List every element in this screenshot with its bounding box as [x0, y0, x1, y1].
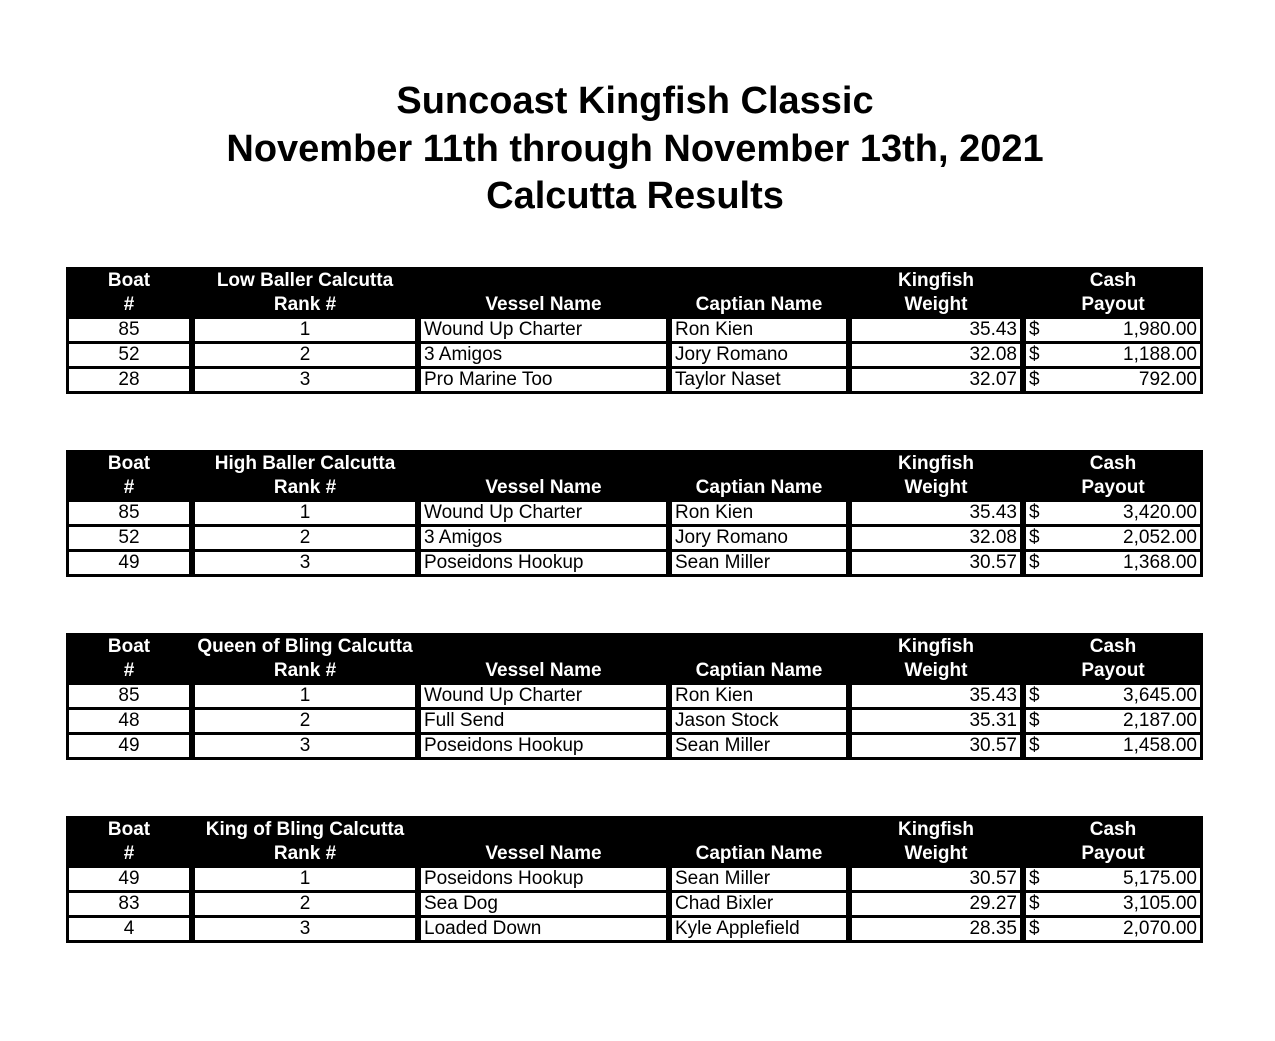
currency-symbol: $ — [1029, 527, 1040, 548]
rank-cell: 1 — [192, 317, 418, 344]
rank-cell: 3 — [192, 369, 418, 394]
currency-symbol: $ — [1029, 344, 1040, 365]
payout-column-header: Cash Payout — [1081, 819, 1145, 864]
vessel-column-header: Vessel Name — [485, 477, 602, 498]
captain-cell: Jory Romano — [669, 527, 849, 552]
vessel-cell: Pro Marine Too — [418, 369, 669, 394]
rank-cell: 2 — [192, 344, 418, 369]
payout-cell — [1023, 683, 1203, 710]
table-header-row — [66, 816, 1203, 866]
vessel-column-header: Vessel Name — [485, 660, 602, 681]
table-row — [66, 344, 1203, 369]
payout-amount: 2,070.00 — [1123, 918, 1197, 939]
captain-cell: Sean Miller — [669, 866, 849, 893]
boat-cell: 83 — [66, 893, 192, 918]
boat-cell: 28 — [66, 369, 192, 394]
payout-cell — [1023, 527, 1203, 552]
payout-cell — [1023, 710, 1203, 735]
payout-cell — [1023, 866, 1203, 893]
boat-cell: 52 — [66, 527, 192, 552]
table-row — [66, 317, 1203, 344]
vessel-cell: Wound Up Charter — [418, 317, 669, 344]
weight-cell: 30.57 — [849, 866, 1023, 893]
payout-cell — [1023, 369, 1203, 394]
weight-cell: 30.57 — [849, 735, 1023, 760]
payout-cell — [1023, 735, 1203, 760]
currency-symbol: $ — [1029, 685, 1040, 706]
captain-cell: Sean Miller — [669, 552, 849, 577]
table-row — [66, 710, 1203, 735]
rank-cell: 3 — [192, 735, 418, 760]
weight-column-header: Kingfish Weight — [898, 270, 974, 315]
boat-cell: 49 — [66, 735, 192, 760]
currency-symbol: $ — [1029, 710, 1040, 731]
payout-amount: 3,105.00 — [1123, 893, 1197, 914]
captain-cell: Ron Kien — [669, 500, 849, 527]
captain-column-header: Captian Name — [695, 660, 823, 681]
currency-symbol: $ — [1029, 918, 1040, 939]
payout-cell — [1023, 918, 1203, 943]
weight-cell: 28.35 — [849, 918, 1023, 943]
captain-column-header: Captian Name — [695, 843, 823, 864]
weight-cell: 35.43 — [849, 500, 1023, 527]
rank-column-header: Low Baller Calcutta Rank # — [216, 270, 394, 315]
captain-column-header: Captian Name — [695, 477, 823, 498]
payout-amount: 3,420.00 — [1123, 502, 1197, 523]
weight-cell: 30.57 — [849, 552, 1023, 577]
captain-cell: Kyle Applefield — [669, 918, 849, 943]
vessel-cell: 3 Amigos — [418, 527, 669, 552]
rank-column-header: Queen of Bling Calcutta Rank # — [197, 636, 413, 681]
vessel-cell: Wound Up Charter — [418, 500, 669, 527]
boat-cell: 4 — [66, 918, 192, 943]
boat-column-header: Boat # — [107, 636, 151, 681]
currency-symbol: $ — [1029, 369, 1040, 390]
boat-column-header: Boat # — [107, 819, 151, 864]
vessel-column-header: Vessel Name — [485, 294, 602, 315]
weight-cell: 32.08 — [849, 344, 1023, 369]
weight-cell: 35.43 — [849, 317, 1023, 344]
captain-cell: Taylor Naset — [669, 369, 849, 394]
boat-cell: 85 — [66, 683, 192, 710]
rank-cell: 1 — [192, 866, 418, 893]
table-row — [66, 735, 1203, 760]
rank-cell: 1 — [192, 500, 418, 527]
weight-column-header: Kingfish Weight — [898, 819, 974, 864]
table-header-row — [66, 267, 1203, 317]
captain-cell: Jory Romano — [669, 344, 849, 369]
captain-cell: Ron Kien — [669, 317, 849, 344]
results-heading: Calcutta Results — [486, 175, 784, 217]
payout-amount: 5,175.00 — [1123, 868, 1197, 889]
vessel-cell: Wound Up Charter — [418, 683, 669, 710]
boat-cell: 85 — [66, 500, 192, 527]
event-name: Suncoast Kingfish Classic — [396, 80, 874, 122]
event-dates: November 11th through November 13th, 2021 — [226, 127, 1044, 170]
weight-cell: 29.27 — [849, 893, 1023, 918]
table-row — [66, 369, 1203, 394]
table-row — [66, 552, 1203, 577]
payout-column-header: Cash Payout — [1081, 270, 1145, 315]
captain-cell: Ron Kien — [669, 683, 849, 710]
rank-cell: 3 — [192, 918, 418, 943]
currency-symbol: $ — [1029, 319, 1040, 340]
currency-symbol: $ — [1029, 735, 1040, 756]
payout-amount: 1,458.00 — [1123, 735, 1197, 756]
calcutta-name: King of Bling Calcutta — [205, 819, 405, 840]
rank-column-header: King of Bling Calcutta Rank # — [205, 819, 405, 864]
boat-cell: 49 — [66, 552, 192, 577]
currency-symbol: $ — [1029, 893, 1040, 914]
calcutta-table-king-of-bling — [66, 816, 1203, 943]
payout-cell — [1023, 500, 1203, 527]
weight-column-header: Kingfish Weight — [898, 636, 974, 681]
rank-cell: 1 — [192, 683, 418, 710]
payout-amount: 2,187.00 — [1123, 710, 1197, 731]
vessel-cell: Poseidons Hookup — [418, 866, 669, 893]
weight-cell: 32.07 — [849, 369, 1023, 394]
payout-amount: 792.00 — [1138, 369, 1197, 390]
table-header-row — [66, 633, 1203, 683]
boat-cell: 49 — [66, 866, 192, 893]
table-row — [66, 500, 1203, 527]
vessel-cell: Poseidons Hookup — [418, 552, 669, 577]
currency-symbol: $ — [1029, 552, 1040, 573]
captain-cell: Chad Bixler — [669, 893, 849, 918]
table-row — [66, 527, 1203, 552]
table-row — [66, 683, 1203, 710]
vessel-cell: Sea Dog — [418, 893, 669, 918]
payout-amount: 3,645.00 — [1123, 685, 1197, 706]
rank-column-header: High Baller Calcutta Rank # — [214, 453, 396, 498]
payout-cell — [1023, 317, 1203, 344]
rank-cell: 2 — [192, 893, 418, 918]
boat-cell: 85 — [66, 317, 192, 344]
vessel-cell: Full Send — [418, 710, 669, 735]
vessel-cell: 3 Amigos — [418, 344, 669, 369]
captain-cell: Jason Stock — [669, 710, 849, 735]
currency-symbol: $ — [1029, 868, 1040, 889]
calcutta-name: High Baller Calcutta — [214, 453, 396, 474]
calcutta-table-queen-of-bling — [66, 633, 1203, 760]
boat-cell: 52 — [66, 344, 192, 369]
calcutta-name: Low Baller Calcutta — [216, 270, 394, 291]
table-header-row — [66, 450, 1203, 500]
weight-cell: 32.08 — [849, 527, 1023, 552]
payout-amount: 1,188.00 — [1123, 344, 1197, 365]
vessel-column-header: Vessel Name — [485, 843, 602, 864]
payout-amount: 1,368.00 — [1123, 552, 1197, 573]
payout-amount: 1,980.00 — [1123, 319, 1197, 340]
payout-amount: 2,052.00 — [1123, 527, 1197, 548]
payout-cell — [1023, 893, 1203, 918]
rank-cell: 3 — [192, 552, 418, 577]
captain-column-header: Captian Name — [695, 294, 823, 315]
table-row — [66, 918, 1203, 943]
calcutta-table-high-baller — [66, 450, 1203, 577]
calcutta-table-low-baller — [66, 267, 1203, 394]
currency-symbol: $ — [1029, 502, 1040, 523]
vessel-cell: Poseidons Hookup — [418, 735, 669, 760]
table-row — [66, 866, 1203, 893]
vessel-cell: Loaded Down — [418, 918, 669, 943]
rank-cell: 2 — [192, 710, 418, 735]
weight-cell: 35.31 — [849, 710, 1023, 735]
calcutta-name: Queen of Bling Calcutta — [197, 636, 413, 657]
rank-cell: 2 — [192, 527, 418, 552]
payout-column-header: Cash Payout — [1081, 453, 1145, 498]
document-title — [0, 78, 1270, 221]
payout-cell — [1023, 552, 1203, 577]
payout-column-header: Cash Payout — [1081, 636, 1145, 681]
captain-cell: Sean Miller — [669, 735, 849, 760]
weight-cell: 35.43 — [849, 683, 1023, 710]
weight-column-header: Kingfish Weight — [898, 453, 974, 498]
boat-column-header: Boat # — [107, 270, 151, 315]
payout-cell — [1023, 344, 1203, 369]
boat-column-header: Boat # — [107, 453, 151, 498]
table-row — [66, 893, 1203, 918]
boat-cell: 48 — [66, 710, 192, 735]
